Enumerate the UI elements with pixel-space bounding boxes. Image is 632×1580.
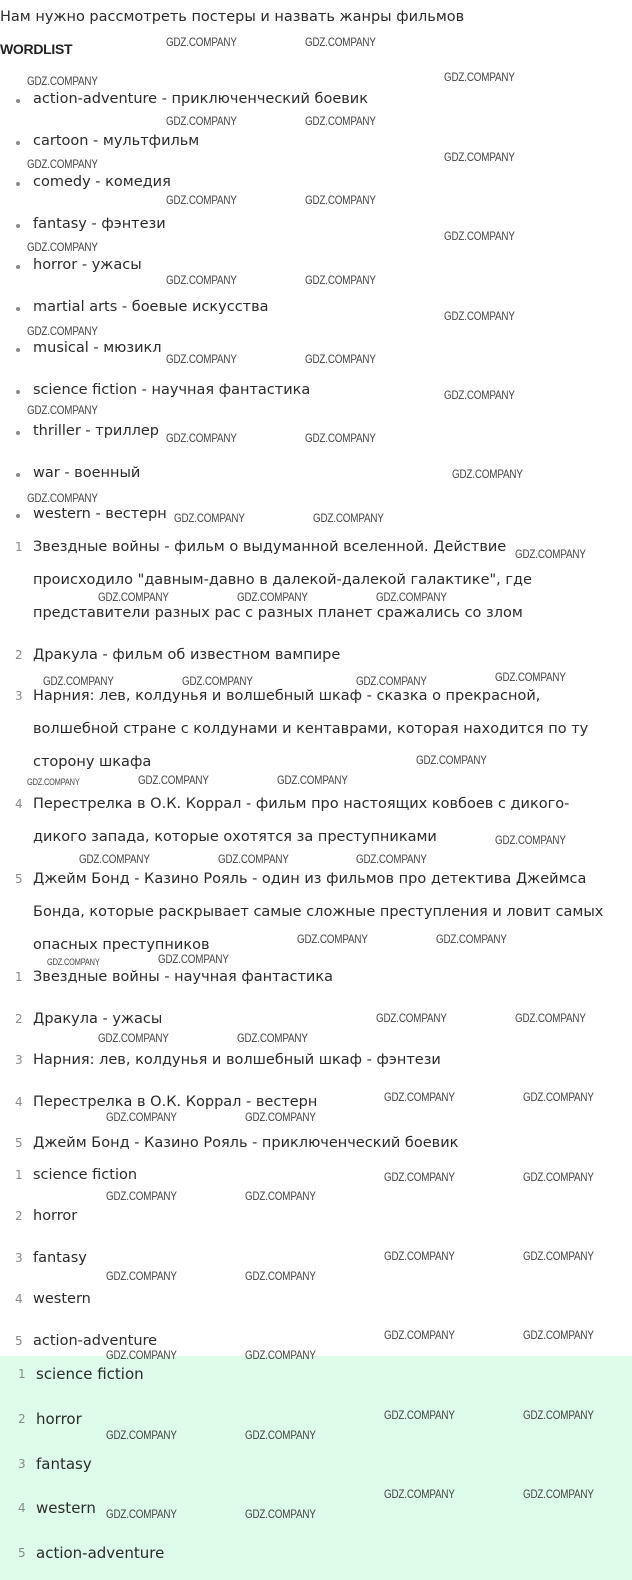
watermark: GDZ.COMPANY: [106, 1428, 177, 1442]
description-line: волшебной стране с колдунами и кентаврами, которая находится по ту: [33, 721, 589, 737]
watermark: GDZ.COMPANY: [523, 1249, 594, 1263]
bullet: [16, 348, 20, 352]
description-line: дикого запада, которые охотятся за преступниками: [33, 829, 437, 845]
item-number: 2: [15, 648, 23, 662]
watermark: GDZ.COMPANY: [106, 1189, 177, 1203]
watermark: GDZ.COMPANY: [106, 1507, 177, 1521]
watermark: GDZ.COMPANY: [166, 273, 237, 287]
watermark: GDZ.COMPANY: [98, 1031, 169, 1045]
watermark: GDZ.COMPANY: [245, 1269, 316, 1283]
bullet: [16, 514, 20, 518]
bullet: [16, 473, 20, 477]
item-number: 2: [15, 1012, 23, 1026]
bullet: [16, 307, 20, 311]
watermark: GDZ.COMPANY: [452, 467, 523, 481]
watermark: GDZ.COMPANY: [313, 511, 384, 525]
watermark: GDZ.COMPANY: [305, 114, 376, 128]
item-number: 3: [15, 1251, 23, 1265]
watermark: GDZ.COMPANY: [305, 352, 376, 366]
watermark: GDZ.COMPANY: [98, 590, 169, 604]
list-item: war - военный: [33, 465, 141, 481]
watermark: GDZ.COMPANY: [384, 1170, 455, 1184]
list-item: musical - мюзикл: [33, 340, 162, 356]
list-item: western - вестерн: [33, 506, 167, 522]
genre-line: Звездные войны - научная фантастика: [33, 969, 333, 985]
watermark: GDZ.COMPANY: [166, 431, 237, 445]
genre-line: Перестрелка в О.К. Коррал - вестерн: [33, 1094, 318, 1110]
watermark: GDZ.COMPANY: [237, 590, 308, 604]
watermark: GDZ.COMPANY: [523, 1090, 594, 1104]
description-line: Звездные войны - фильм о выдуманной вселенной. Действие: [33, 539, 507, 555]
watermark: GDZ.COMPANY: [245, 1507, 316, 1521]
watermark: GDZ.COMPANY: [436, 932, 507, 946]
intro-text: Нам нужно рассмотреть постеры и назвать жанры фильмов: [0, 9, 465, 25]
description-line: опасных преступников: [33, 937, 210, 953]
description-line: представители разных рас с разных планет сражались со злом: [33, 605, 523, 621]
genre-line: Джейм Бонд - Казино Рояль - приключенческий боевик: [33, 1135, 459, 1151]
answer-line: horror: [33, 1208, 78, 1224]
watermark: GDZ.COMPANY: [305, 193, 376, 207]
list-item: action-adventure - приключенческий боевик: [33, 91, 368, 107]
description-line: сторону шкафа: [33, 754, 152, 770]
list-item: science fiction - научная фантастика: [33, 382, 311, 398]
bullet: [16, 99, 20, 103]
watermark: GDZ.COMPANY: [277, 773, 348, 787]
list-item: thriller - триллер: [33, 423, 159, 439]
answer-line: action-adventure: [33, 1333, 158, 1349]
item-number: 2: [18, 1412, 26, 1426]
description-line: происходило "давным-давно в далекой-далекой галактике", где: [33, 572, 532, 588]
description-line: Бонда, которые раскрывает самые сложные преступления и ловит самых: [33, 904, 604, 920]
watermark: GDZ.COMPANY: [27, 324, 98, 338]
watermark: GDZ.COMPANY: [245, 1110, 316, 1124]
bullet: [16, 390, 20, 394]
watermark: GDZ.COMPANY: [384, 1487, 455, 1501]
watermark: GDZ.COMPANY: [174, 511, 245, 525]
item-number: 5: [15, 1136, 23, 1150]
watermark: GDZ.COMPANY: [27, 74, 98, 88]
wordlist-heading: WORDLIST: [0, 41, 73, 57]
watermark: GDZ.COMPANY: [515, 1011, 586, 1025]
final-answer-line: horror: [36, 1410, 82, 1428]
item-number: 1: [15, 1168, 23, 1182]
final-answer-line: fantasy: [36, 1455, 92, 1473]
item-number: 1: [18, 1367, 26, 1381]
list-item: martial arts - боевые искусства: [33, 299, 269, 315]
watermark: GDZ.COMPANY: [27, 777, 80, 787]
watermark: GDZ.COMPANY: [444, 309, 515, 323]
answer-line: science fiction: [33, 1167, 138, 1183]
watermark: GDZ.COMPANY: [47, 957, 100, 967]
watermark: GDZ.COMPANY: [356, 852, 427, 866]
watermark: GDZ.COMPANY: [523, 1408, 594, 1422]
item-number: 1: [15, 540, 23, 554]
watermark: GDZ.COMPANY: [376, 1011, 447, 1025]
watermark: GDZ.COMPANY: [27, 491, 98, 505]
item-number: 1: [15, 970, 23, 984]
answer-line: western: [33, 1291, 91, 1307]
watermark: GDZ.COMPANY: [237, 1031, 308, 1045]
list-item: cartoon - мультфильм: [33, 133, 200, 149]
item-number: 5: [15, 1334, 23, 1348]
watermark: GDZ.COMPANY: [79, 852, 150, 866]
watermark: GDZ.COMPANY: [444, 70, 515, 84]
watermark: GDZ.COMPANY: [376, 590, 447, 604]
watermark: GDZ.COMPANY: [158, 952, 229, 966]
watermark: GDZ.COMPANY: [384, 1408, 455, 1422]
watermark: GDZ.COMPANY: [106, 1269, 177, 1283]
watermark: GDZ.COMPANY: [444, 388, 515, 402]
watermark: GDZ.COMPANY: [444, 150, 515, 164]
watermark: GDZ.COMPANY: [166, 352, 237, 366]
watermark: GDZ.COMPANY: [245, 1348, 316, 1362]
final-answer-line: science fiction: [36, 1365, 144, 1383]
genre-line: Дракула - ужасы: [33, 1011, 163, 1027]
watermark: GDZ.COMPANY: [495, 833, 566, 847]
item-number: 3: [15, 689, 23, 703]
watermark: GDZ.COMPANY: [106, 1110, 177, 1124]
watermark: GDZ.COMPANY: [27, 403, 98, 417]
watermark: GDZ.COMPANY: [416, 753, 487, 767]
description-line: Дракула - фильм об известном вампире: [33, 647, 341, 663]
description-line: Джейм Бонд - Казино Рояль - один из фильмов про детектива Джеймса: [33, 871, 587, 887]
watermark: GDZ.COMPANY: [182, 674, 253, 688]
watermark: GDZ.COMPANY: [515, 547, 586, 561]
watermark: GDZ.COMPANY: [166, 193, 237, 207]
bullet: [16, 431, 20, 435]
watermark: GDZ.COMPANY: [523, 1487, 594, 1501]
final-answer-line: western: [36, 1499, 96, 1517]
watermark: GDZ.COMPANY: [384, 1090, 455, 1104]
watermark: GDZ.COMPANY: [523, 1170, 594, 1184]
watermark: GDZ.COMPANY: [27, 240, 98, 254]
watermark: GDZ.COMPANY: [166, 35, 237, 49]
item-number: 3: [15, 1053, 23, 1067]
item-number: 4: [18, 1501, 26, 1515]
list-item: fantasy - фэнтези: [33, 216, 166, 232]
watermark: GDZ.COMPANY: [305, 35, 376, 49]
watermark: GDZ.COMPANY: [43, 674, 114, 688]
watermark: GDZ.COMPANY: [444, 229, 515, 243]
watermark: GDZ.COMPANY: [305, 273, 376, 287]
watermark: GDZ.COMPANY: [138, 773, 209, 787]
description-line: Перестрелка в О.К. Коррал - фильм про настоящих ковбоев с дикого-: [33, 796, 570, 812]
item-number: 4: [15, 1095, 23, 1109]
item-number: 3: [18, 1457, 26, 1471]
watermark: GDZ.COMPANY: [166, 114, 237, 128]
watermark: GDZ.COMPANY: [356, 674, 427, 688]
watermark: GDZ.COMPANY: [245, 1428, 316, 1442]
watermark: GDZ.COMPANY: [297, 932, 368, 946]
item-number: 2: [15, 1209, 23, 1223]
bullet: [16, 224, 20, 228]
bullet: [16, 141, 20, 145]
genre-line: Нарния: лев, колдунья и волшебный шкаф - фэнтези: [33, 1052, 441, 1068]
item-number: 5: [15, 872, 23, 886]
bullet: [16, 265, 20, 269]
watermark: GDZ.COMPANY: [305, 431, 376, 445]
watermark: GDZ.COMPANY: [218, 852, 289, 866]
list-item: comedy - комедия: [33, 174, 171, 190]
watermark: GDZ.COMPANY: [495, 670, 566, 684]
list-item: horror - ужасы: [33, 257, 142, 273]
bullet: [16, 182, 20, 186]
watermark: GDZ.COMPANY: [106, 1348, 177, 1362]
answer-line: fantasy: [33, 1250, 87, 1266]
watermark: GDZ.COMPANY: [523, 1328, 594, 1342]
watermark: GDZ.COMPANY: [27, 157, 98, 171]
description-line: Нарния: лев, колдунья и волшебный шкаф - сказка о прекрасной,: [33, 688, 541, 704]
item-number: 4: [15, 797, 23, 811]
item-number: 5: [18, 1546, 26, 1560]
item-number: 4: [15, 1292, 23, 1306]
watermark: GDZ.COMPANY: [384, 1328, 455, 1342]
watermark: GDZ.COMPANY: [384, 1249, 455, 1263]
watermark: GDZ.COMPANY: [245, 1189, 316, 1203]
final-answer-line: action-adventure: [36, 1544, 165, 1562]
